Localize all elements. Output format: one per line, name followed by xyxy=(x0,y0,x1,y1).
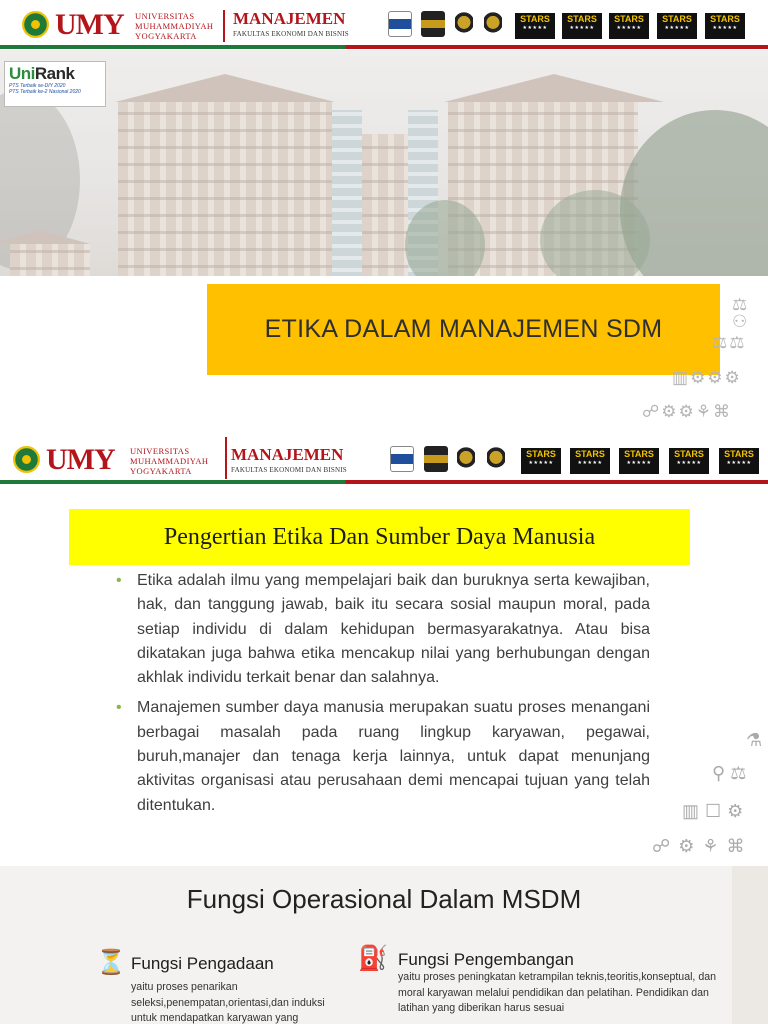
award-emblem-icon xyxy=(455,12,473,38)
header-divider xyxy=(225,437,227,479)
header-stripe xyxy=(0,45,768,49)
column-1-title: Fungsi Pengadaan xyxy=(131,954,274,973)
unirank-line-1: PTS Terbaik se-DIY 2020 xyxy=(9,83,66,89)
column-1-text: yaitu proses penarikan seleksi,penempatan,orientasi,dan induksi untuk mendapatkan karyawan yang xyxy=(131,981,325,1024)
stars-rating-badge: STARS ★★★★★ xyxy=(515,13,555,39)
decorative-icons-row xyxy=(652,836,753,857)
award-emblem-icon xyxy=(484,12,502,38)
handshake-icon: ☍ xyxy=(652,836,679,856)
university-line-2: MUHAMMADIYAH xyxy=(130,456,209,466)
gear-icon: ⚙⚙ xyxy=(661,402,696,421)
award-emblem-icon xyxy=(457,447,475,473)
umy-seal-logo xyxy=(22,11,49,38)
gear-icon: ⚙⚙⚙ xyxy=(690,368,742,387)
stars-rating-badge: STARS ★★★★★ xyxy=(570,448,610,474)
unggul-badge-icon xyxy=(424,446,448,472)
decorative-icons-row xyxy=(682,801,749,822)
bullet-icon: • xyxy=(116,572,122,589)
stars-rating-badge: STARS ★★★★★ xyxy=(562,13,602,39)
accreditation-badge-icon xyxy=(388,11,412,37)
translate-icon: ⌘ xyxy=(712,402,732,421)
gear-icon: ⚙ xyxy=(727,801,750,821)
section-heading-band xyxy=(69,509,690,565)
award-emblem-icon xyxy=(487,447,505,473)
scales-icon: ⚖ xyxy=(730,763,747,783)
column-2-text: yaitu proses peningkatan ketrampilan teknis,teoritis,konseptual, dan moral karyawan melalui pendidikan dan pelatihan. Pendidikan dan latihan yang diberikan harus sesuai xyxy=(398,971,716,1014)
university-line-3: YOGYAKARTA xyxy=(130,466,192,476)
campus-building-photo xyxy=(0,50,768,276)
bullet-text: Manajemen sumber daya manusia merupakan suatu proses menangani berbagai masalah pada ruang lingkup karyawan, pegawai, buruh,manajer dan tenaga kerja lainnya, untuk dapat menunjang aktivitas organisasi atau perusahaan demi mencapai tujuan yang telah ditentukan. xyxy=(137,699,650,814)
slide-title: ETIKA DALAM MANAJEMEN SDM xyxy=(264,315,663,343)
decorative-icons-row xyxy=(672,369,742,386)
umy-wordmark: UMY xyxy=(55,8,124,41)
faculty-name: FAKULTAS EKONOMI DAN BISNIS xyxy=(231,466,347,474)
growth-icon: ▥ xyxy=(682,801,706,821)
stars-rating-badge: STARS ★★★★★ xyxy=(669,448,709,474)
chat-icon: ☐ xyxy=(705,801,728,821)
decorative-icons-slide-1 xyxy=(732,296,768,330)
bullet-item xyxy=(116,569,650,690)
stars-rating-badge: STARS ★★★★★ xyxy=(705,13,745,39)
growth-icon: ▥ xyxy=(672,368,691,387)
dna-icon: ⚲ xyxy=(712,763,726,783)
umy-seal-logo xyxy=(13,446,40,473)
department-name: MANAJEMEN xyxy=(233,9,346,28)
handshake-icon: ☍ xyxy=(642,402,662,421)
university-line-2: MUHAMMADIYAH xyxy=(135,21,214,31)
header-stripe xyxy=(0,480,768,484)
stars-rating-badge: STARS ★★★★★ xyxy=(619,448,659,474)
faculty-name: FAKULTAS EKONOMI DAN BISNIS xyxy=(233,30,349,38)
wheat-icon: ⚘ xyxy=(702,836,727,856)
scales-icon: ⚖⚖ xyxy=(712,333,747,352)
bullet-list xyxy=(116,569,650,824)
seedling-icon: ⛽ xyxy=(358,945,388,972)
stars-rating-badge: STARS ★★★★★ xyxy=(521,448,561,474)
microscope-icon: ⚗ xyxy=(746,730,763,750)
stars-rating-badge: STARS ★★★★★ xyxy=(719,448,759,474)
university-line-1: UNIVERSITAS xyxy=(130,446,190,456)
unirank-badge xyxy=(4,61,106,107)
unirank-line-2: PTS Terbaik ke-2 Nasional 2020 xyxy=(9,89,81,95)
bullet-text: Etika adalah ilmu yang mempelajari baik dan buruknya serta kewajiban, hak, dan tanggung jawab, baik itu secara sosial maupun moral, pada setiap individu di dalam kehidupan bermasyarakatnya. Atau bisa dikatakan juga bahwa etika mencakup nilai yang berhubungan dengan akhlak individu terkait benar dan salahnya. xyxy=(137,572,650,687)
university-line-1: UNIVERSITAS xyxy=(135,11,195,21)
column-2-title: Fungsi Pengembangan xyxy=(398,950,574,969)
unggul-badge-icon xyxy=(421,11,445,37)
university-name xyxy=(135,11,213,41)
department-name: MANAJEMEN xyxy=(231,445,344,464)
decorative-icons-row xyxy=(712,763,746,784)
bullet-item xyxy=(116,696,650,817)
decorative-icons-slide-2 xyxy=(746,730,762,751)
stars-rating-badge: STARS ★★★★★ xyxy=(609,13,649,39)
section-heading: Pengertian Etika Dan Sumber Daya Manusia xyxy=(163,523,596,550)
umy-wordmark: UMY xyxy=(46,443,115,476)
decorative-icons-row xyxy=(642,403,732,420)
header-slide-1 xyxy=(0,0,768,50)
people-icon: ⚖ ⚇ xyxy=(732,295,750,331)
translate-icon: ⌘ xyxy=(726,836,753,856)
header-divider xyxy=(223,10,225,42)
slide-3-heading: Fungsi Operasional Dalam MSDM xyxy=(186,884,582,914)
funnel-icon: ⏳ xyxy=(96,949,126,976)
university-name xyxy=(130,446,208,476)
header-slide-2 xyxy=(0,434,768,484)
university-line-3: YOGYAKARTA xyxy=(135,31,197,41)
slide-title-box xyxy=(207,284,720,375)
wheat-icon: ⚘ xyxy=(695,402,713,421)
bullet-icon: • xyxy=(116,699,122,717)
stars-rating-badge: STARS ★★★★★ xyxy=(657,13,697,39)
gear-icon: ⚙ xyxy=(678,836,703,856)
slide-3 xyxy=(0,866,768,1024)
accreditation-badge-icon xyxy=(390,446,414,472)
unirank-logo: UniRank xyxy=(9,64,75,83)
decorative-icons-row xyxy=(712,334,746,351)
